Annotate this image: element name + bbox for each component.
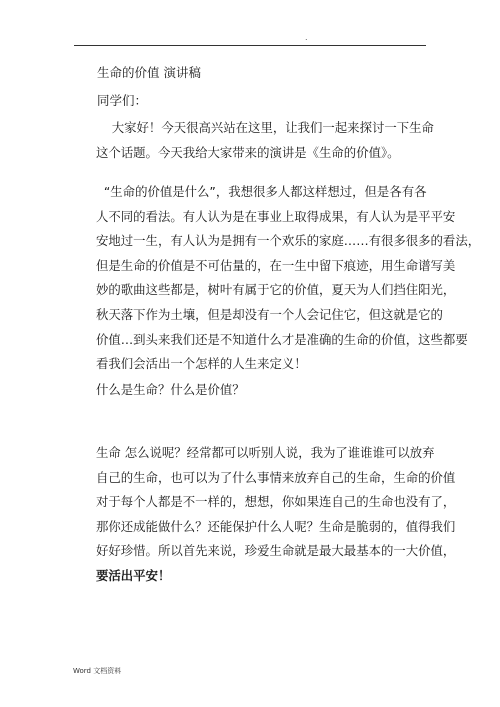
paragraph-greeting — [96, 116, 436, 165]
text-line: 这个话题。今天我给大家带来的演讲是《生命的价值》。 — [96, 144, 400, 160]
document-title: 生命的价值 演讲稿 — [97, 65, 201, 80]
text-line: 人不同的看法。有人认为是在事业上取得成果，有人认为是平平安 — [96, 208, 456, 224]
text-line: 看我们会活出一个怎样的人生来定义！ — [96, 356, 307, 372]
text-line: 对于每个人都是不一样的，想想，你如果连自己的生命也没有了， — [96, 494, 456, 510]
text-line: 那你还成能做什么？还能保护什么人呢？生命是脆弱的，值得我们 — [96, 518, 456, 534]
text-line: 价值…到头来我们还是不知道什么才是准确的生命的价值，这些都要 — [96, 331, 468, 347]
header-rule — [74, 45, 426, 46]
footer-label: Word 文档资料 — [73, 667, 122, 675]
text-line: 生命 怎么说呢？经常都可以听别人说，我为了谁谁谁可以放弃 — [96, 445, 435, 460]
text-line: 安地过一生，有人认为是拥有一个欢乐的家庭……有很多很多的看法， — [96, 233, 481, 249]
text-line: 但是生命的价值是不可估量的，在一生中留下痕迹，用生命谱写美 — [96, 257, 456, 273]
paragraph-life — [96, 441, 456, 589]
emphasis-text: 活出平安！ — [108, 567, 171, 583]
salutation: 同学们： — [97, 93, 148, 108]
text-line: 大家好！今天很高兴站在这里，让我们一起来探讨一下生命 — [96, 120, 434, 135]
text-line: 好好珍惜。所以首先来说，珍爱生命就是最大最基本的一大价值， — [96, 543, 456, 559]
header-dot: . — [305, 33, 308, 42]
text-line-final — [96, 564, 436, 589]
text-prefix: 要 — [96, 567, 109, 583]
text-line: 秋天落下作为土壤，但是却没有一个人会记住它，但这就是它的 — [96, 306, 443, 322]
paragraph-subheading — [96, 378, 436, 403]
text-line: “生命的价值是什么”，我想很多人都这样想过，但是各有各 — [96, 184, 427, 199]
text-line: 自己的生命，也可以为了什么事情来放弃自己的生命，生命的价值 — [96, 469, 456, 485]
text-line: 什么是生命？什么是价值？ — [96, 382, 245, 397]
text-line: 妙的歌曲这些都是，树叶有属于它的价值，夏天为人们挡住阳光， — [96, 282, 456, 298]
paragraph-value-question — [96, 180, 481, 377]
